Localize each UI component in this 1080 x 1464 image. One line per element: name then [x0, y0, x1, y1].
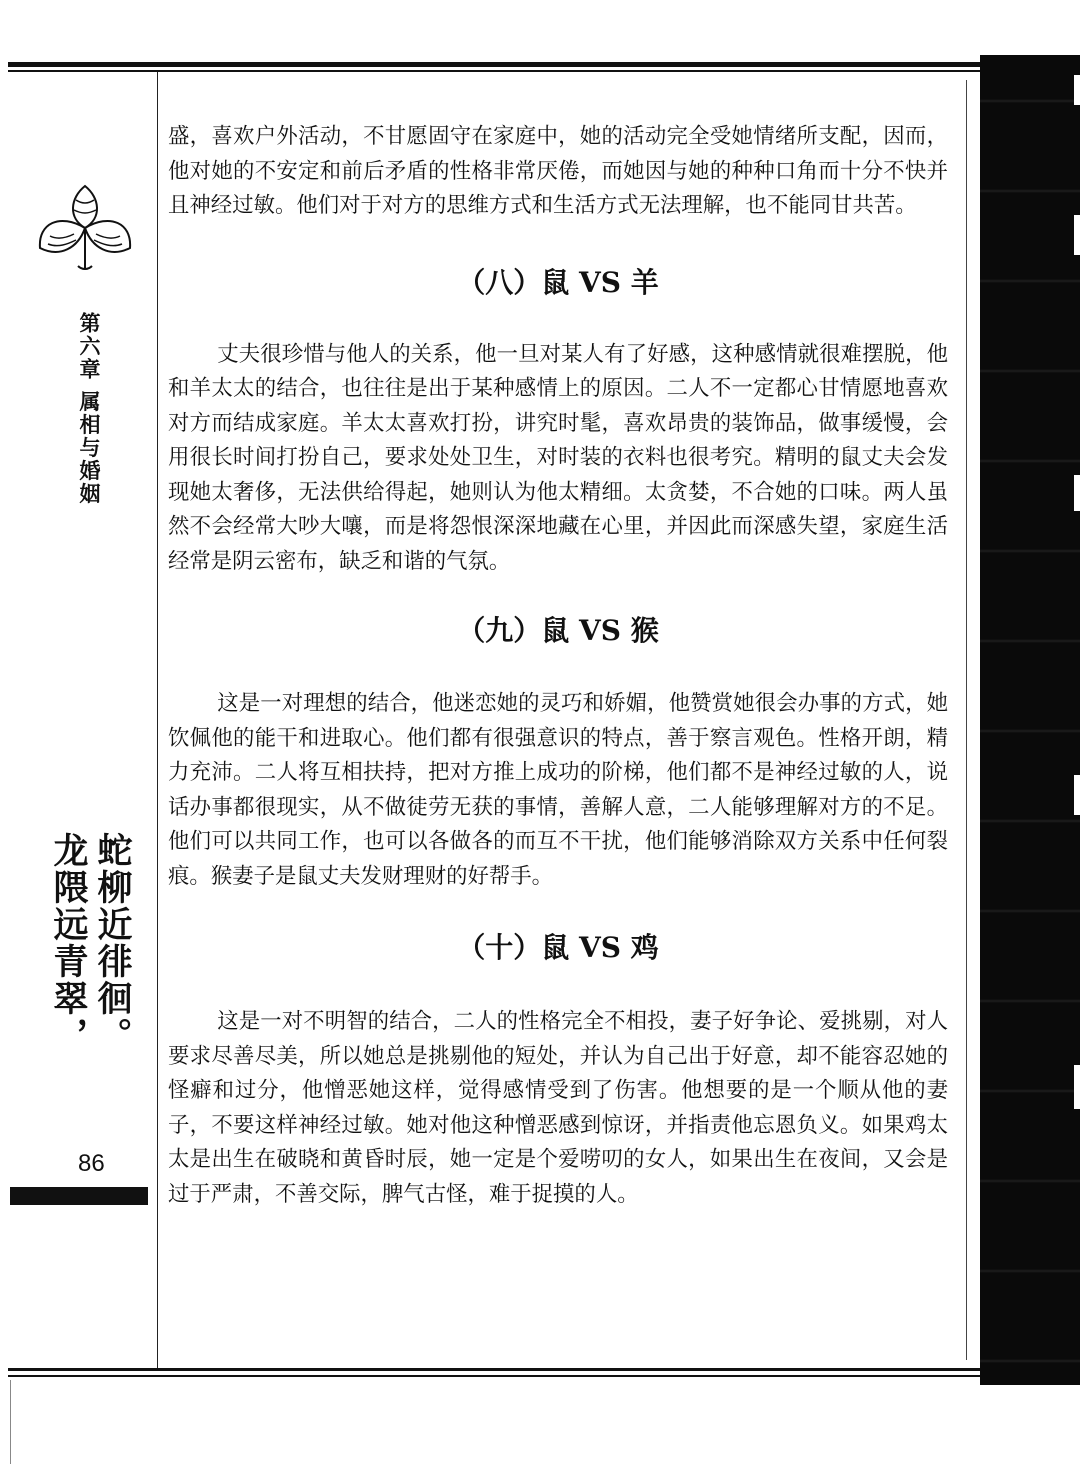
top-rule-thin — [8, 70, 980, 72]
section-paragraph-rat-goat: 丈夫很珍惜与他人的关系，他一旦对某人有了好感，这种感情就很难摆脱，他和羊太太的结合，也往往是出于某种感情上的原因。二人不一定都心甘情愿地喜欢对方而结成家庭。羊太太喜欢打扮，讲究时髦，喜欢昂贵的装饰品，做事缓慢，会用很长时间打扮自己，要求处处卫生，对时装的衣料也很考究。精明的鼠丈夫会发现她太奢侈，无法供给得起，她则认为他太精细。太贪婪，不合她的口味。两人虽然不会经常大吵大嚷，而是将怨恨深深地藏在心里，并因此而深感失望，家庭生活经常是阴云密布，缺乏和谐的气氛。 — [168, 341, 948, 574]
right-margin-line — [966, 80, 967, 1360]
section-paragraph-rat-monkey: 这是一对理想的结合，他迷恋她的灵巧和娇媚，他赞赏她很会办事的方式，她饮佩他的能干和进取心。他们都有很强意识的特点，善于察言观色。性格开朗，精力充沛。二人将互相扶持，把对方推上成功的阶梯，他们都不是神经过敏的人，说话办事都很现实，从不做徒劳无获的事情，善解人意，二人能够理解对方的不足。他们可以共同工作，也可以各做各的而互不干扰，他们能够消除双方关系中任何裂痕。猴妻子是鼠丈夫发财理财的好帮手。 — [168, 691, 948, 889]
top-rule — [8, 62, 980, 67]
scan-edge — [10, 1380, 11, 1464]
page-number: 86 — [78, 1150, 105, 1177]
section-heading-rat-monkey: （九）鼠 VS 猴 — [457, 614, 659, 647]
book-edge-shadow — [980, 55, 1080, 1385]
page-number-bar — [10, 1187, 148, 1205]
section-heading-rat-goat: （八）鼠 VS 羊 — [457, 265, 659, 299]
intro-paragraph: 盛，喜欢户外活动，不甘愿固守在家庭中，她的活动完全受她情绪所支配，因而，他对她的不安定和前后矛盾的性格非常厌倦，而她因与她的种种口角而十分不快并且神经过敏。他们对于对方的思维方式和生活方式无法理解，也不能同甘共苦。 — [168, 124, 948, 218]
margin-divider — [157, 72, 158, 1368]
bottom-rule-thin — [8, 1375, 980, 1377]
main-text — [168, 120, 948, 1212]
bottom-rule — [8, 1368, 980, 1371]
leaf-seal-icon — [30, 178, 140, 278]
chapter-title: 第六章 属相与婚姻 — [77, 312, 101, 506]
section-paragraph-rat-rooster: 这是一对不明智的结合，二人的性格完全不相投，妻子好争论、爱挑剔，对人要求尽善尽美，所以她总是挑剔他的短处，并认为自己出于好意，却不能容忍她的怪癖和过分，他憎恶她这样，觉得感情受到了伤害。他想要的是一个顺从他的妻子，不要这样神经过敏。她对他这种憎恶感到惊讶，并指责他忘恩负义。如果鸡太太是出生在破晓和黄昏时辰，她一定是个爱唠叨的女人，如果出生在夜间，又会是过于严肃，不善交际，脾气古怪，难于捉摸的人。 — [168, 1009, 948, 1207]
section-heading-rat-rooster: （十）鼠 VS 鸡 — [457, 931, 659, 964]
poem-line-1: 蛇柳近徘徊。 — [92, 832, 133, 1054]
poem-line-2: 龙隈远青翠， — [48, 832, 89, 1054]
